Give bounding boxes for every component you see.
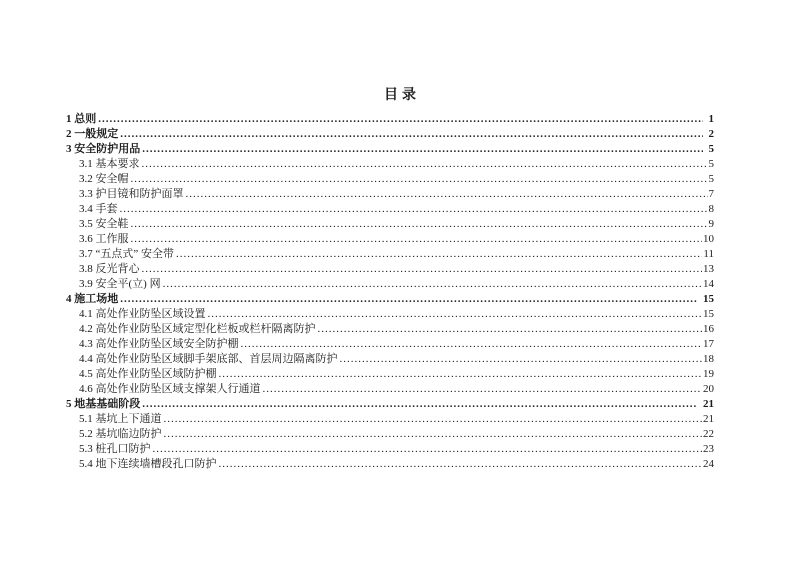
toc-entry-label: 4.4 高处作业防坠区域脚手架底部、首层周边隔离防护	[79, 353, 338, 365]
toc-dot-leader	[142, 397, 697, 412]
toc-entry-label: 3.9 安全平(立) 网	[79, 278, 161, 290]
toc-entry-label: 4.5 高处作业防坠区域防护棚	[79, 368, 217, 380]
toc-entry-page: 15	[703, 308, 714, 320]
toc-entry-label: 3.3 护目镜和防护面罩	[79, 188, 184, 200]
toc-list	[66, 112, 714, 472]
toc-entry[interactable]	[66, 127, 714, 142]
toc-dot-leader	[163, 277, 702, 292]
toc-entry-page: 5	[708, 143, 714, 155]
toc-entry[interactable]	[66, 412, 714, 427]
toc-entry[interactable]	[66, 157, 714, 172]
toc-entry[interactable]	[66, 397, 714, 412]
toc-dot-leader	[186, 187, 708, 202]
toc-dot-leader	[131, 217, 708, 232]
toc-dot-leader	[142, 262, 703, 277]
toc-entry-page: 5	[708, 158, 714, 170]
toc-entry[interactable]	[66, 337, 714, 352]
toc-entry-page: 21	[703, 398, 714, 410]
toc-dot-leader	[131, 232, 703, 247]
toc-entry-page: 10	[703, 233, 714, 245]
toc-entry[interactable]	[66, 382, 714, 397]
toc-entry-page: 24	[703, 458, 714, 470]
toc-dot-leader	[142, 157, 708, 172]
toc-entry-page: 18	[703, 353, 714, 365]
toc-entry[interactable]	[66, 262, 714, 277]
toc-entry[interactable]	[66, 322, 714, 337]
toc-dot-leader	[340, 352, 703, 367]
toc-entry[interactable]	[66, 217, 714, 232]
toc-entry-label: 5.1 基坑上下通道	[79, 413, 162, 425]
toc-entry-page: 5	[708, 173, 714, 185]
toc-dot-leader	[142, 142, 702, 157]
toc-dot-leader	[131, 172, 708, 187]
toc-entry-page: 11	[703, 248, 714, 260]
toc-entry-label: 3.1 基本要求	[79, 158, 140, 170]
toc-dot-leader	[219, 457, 703, 472]
toc-entry-page: 13	[703, 263, 714, 275]
toc-entry-label: 5.3 桩孔口防护	[79, 443, 151, 455]
toc-entry[interactable]	[66, 457, 714, 472]
toc-dot-leader	[318, 322, 703, 337]
toc-entry-page: 15	[703, 293, 714, 305]
toc-entry-label: 4.3 高处作业防坠区域安全防护棚	[79, 338, 239, 350]
toc-entry-page: 7	[708, 188, 714, 200]
toc-entry[interactable]	[66, 187, 714, 202]
toc-entry-page: 16	[703, 323, 714, 335]
toc-entry-label: 3.4 手套	[79, 203, 118, 215]
toc-entry-label: 4 施工场地	[66, 293, 119, 305]
toc-entry-page: 17	[703, 338, 714, 350]
toc-entry[interactable]	[66, 352, 714, 367]
toc-entry[interactable]	[66, 307, 714, 322]
toc-entry-page: 1	[708, 113, 714, 125]
toc-dot-leader	[120, 127, 702, 142]
toc-entry-page: 9	[708, 218, 714, 230]
toc-dot-leader	[263, 382, 703, 397]
toc-dot-leader	[219, 367, 703, 382]
document-title: 目录	[384, 88, 420, 103]
toc-entry-page: 8	[708, 203, 714, 215]
toc-dot-leader	[98, 112, 702, 127]
toc-entry-page: 22	[703, 428, 714, 440]
toc-entry-label: 2 一般规定	[66, 128, 119, 140]
toc-entry[interactable]	[66, 442, 714, 457]
toc-entry-label: 3.7 “五点式” 安全带	[79, 248, 175, 260]
toc-entry-label: 5 地基基础阶段	[66, 398, 141, 410]
toc-dot-leader	[153, 442, 703, 457]
toc-dot-leader	[164, 412, 703, 427]
toc-entry-label: 3.5 安全鞋	[79, 218, 129, 230]
toc-dot-leader	[164, 427, 703, 442]
toc-dot-leader	[241, 337, 703, 352]
toc-entry[interactable]	[66, 427, 714, 442]
toc-entry-page: 19	[703, 368, 714, 380]
toc-entry[interactable]	[66, 292, 714, 307]
toc-entry[interactable]	[66, 142, 714, 157]
toc-entry[interactable]	[66, 172, 714, 187]
toc-entry[interactable]	[66, 112, 714, 127]
toc-entry[interactable]	[66, 232, 714, 247]
toc-entry[interactable]	[66, 202, 714, 217]
toc-entry-label: 4.6 高处作业防坠区域支撑架人行通道	[79, 383, 261, 395]
toc-entry-label: 3.6 工作服	[79, 233, 129, 245]
toc-entry[interactable]	[66, 367, 714, 382]
toc-entry-page: 23	[703, 443, 714, 455]
toc-entry-label: 4.2 高处作业防坠区域定型化栏板或栏杆隔离防护	[79, 323, 316, 335]
toc-entry[interactable]	[66, 247, 714, 262]
toc-entry[interactable]	[66, 277, 714, 292]
toc-entry-label: 3.2 安全帽	[79, 173, 129, 185]
toc-entry-page: 14	[703, 278, 714, 290]
toc-dot-leader	[120, 292, 697, 307]
toc-entry-label: 5.2 基坑临边防护	[79, 428, 162, 440]
toc-entry-page: 2	[708, 128, 714, 140]
toc-dot-leader	[208, 307, 703, 322]
toc-entry-page: 20	[703, 383, 714, 395]
toc-entry-label: 1 总则	[66, 113, 97, 125]
toc-entry-page: 21	[703, 413, 714, 425]
toc-entry-label: 3.8 反光背心	[79, 263, 140, 275]
toc-dot-leader	[120, 202, 708, 217]
toc-entry-label: 5.4 地下连续墙槽段孔口防护	[79, 458, 217, 470]
toc-dot-leader	[176, 247, 702, 262]
toc-entry-label: 4.1 高处作业防坠区域设置	[79, 308, 206, 320]
toc-entry-label: 3 安全防护用品	[66, 143, 141, 155]
